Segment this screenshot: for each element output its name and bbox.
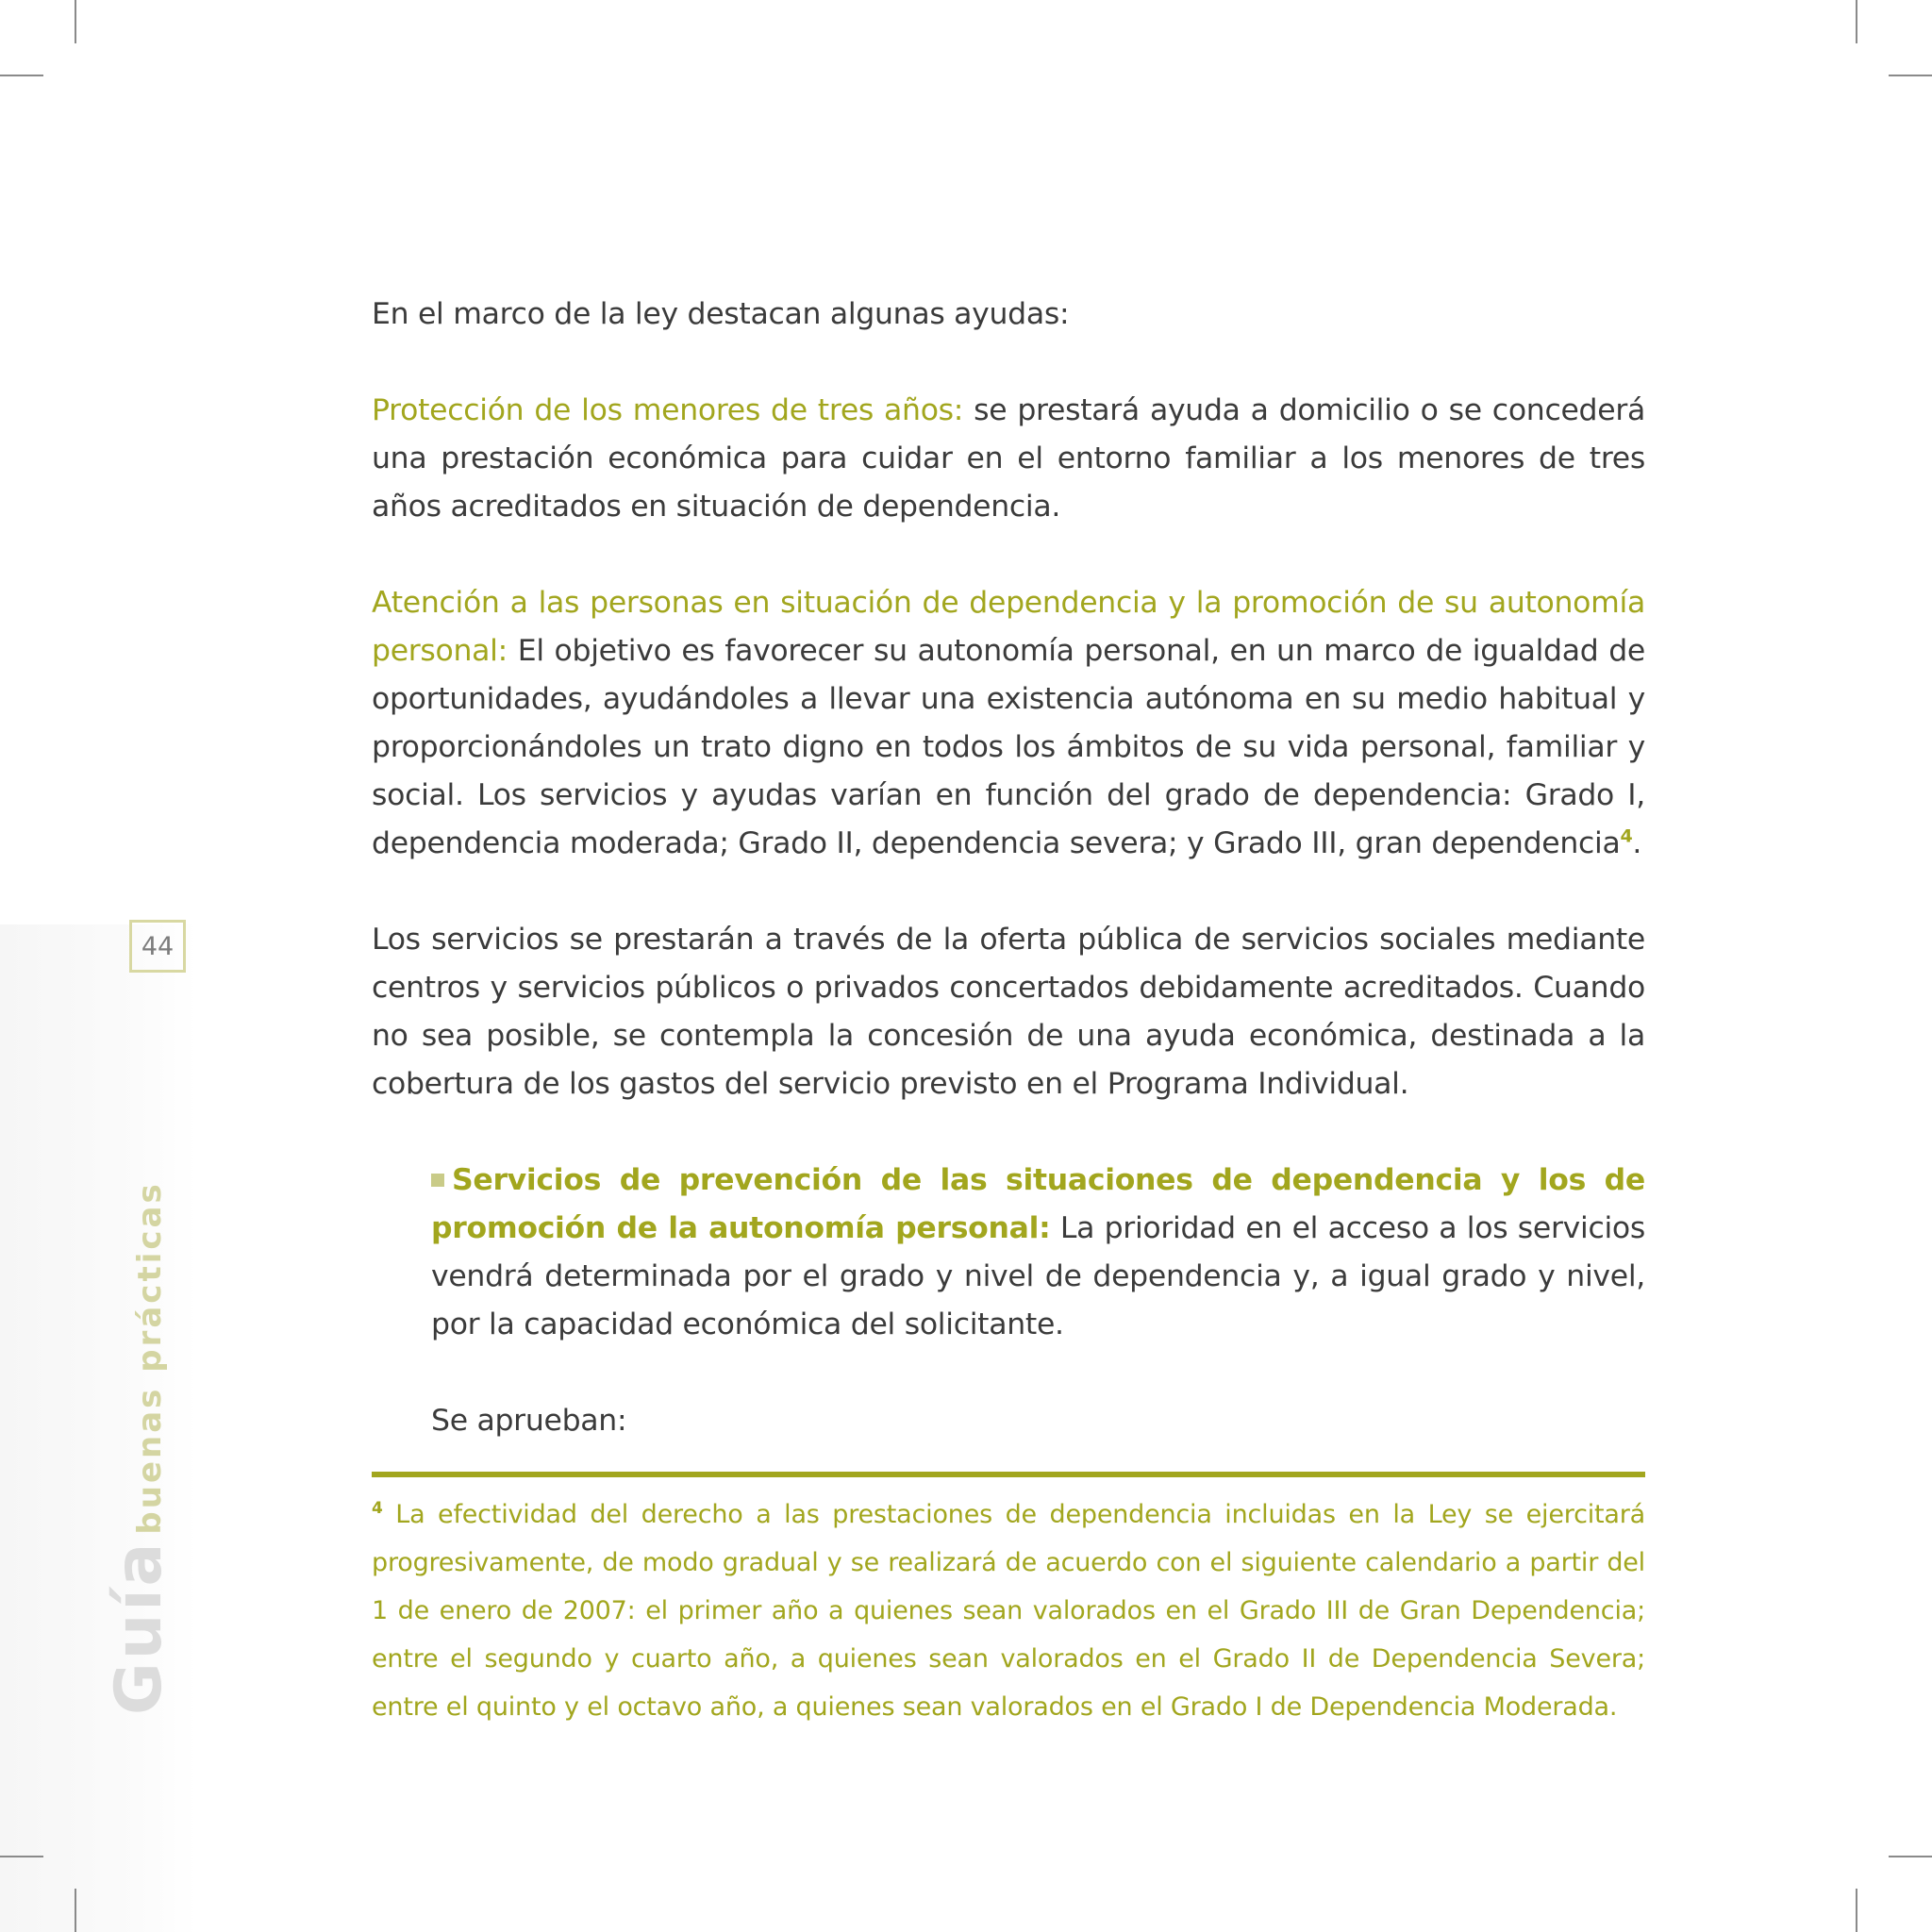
text-menores: se prestará ayuda a domicilio o se concederá una prestación económica para cuidar en el entorno familiar a los menores de tres años acreditados en situación de dependencia.: [372, 393, 1645, 524]
footnote-number: 4: [372, 1499, 383, 1518]
paragraph-menores: [372, 387, 1645, 531]
side-title-sub: buenas prácticas: [131, 1181, 169, 1535]
side-title: [102, 1181, 176, 1715]
bullet-text: La prioridad en el acceso a los servicios vendrá determinada por el grado y nivel de dependencia y, a igual grado y nivel, por la capacidad económica del solicitante.: [431, 1211, 1645, 1341]
crop-mark-bottom-left-h: [0, 1856, 43, 1857]
text-atencion: El objetivo es favorecer su autonomía personal, en un marco de igualdad de oportunidades, ayudándoles a llevar una existencia autónoma en su medio habitual y proporcionándoles un trato digno en todos los ámbitos de su vida personal, familiar y social. Los servicios y ayudas varían en función del grado de dependencia: Grado I, dependencia moderada; Grado II, dependencia severa; y Grado III, gran dependencia: [372, 634, 1645, 860]
crop-mark-bottom-left-v: [75, 1889, 76, 1932]
body-text: [372, 291, 1645, 1445]
approve-paragraph: Se aprueban:: [431, 1404, 627, 1438]
footnote: [372, 1491, 1645, 1731]
crop-mark-bottom-right-v: [1856, 1889, 1857, 1932]
crop-mark-top-right-h: [1889, 75, 1932, 76]
crop-mark-top-left-h: [0, 75, 43, 76]
heading-menores: Protección de los menores de tres años:: [372, 393, 964, 427]
paragraph-atencion: [372, 579, 1645, 868]
bullet-heading: Servicios de prevención de las situaciones de dependencia y los de promoción de la autonomía personal:: [431, 1163, 1645, 1245]
page-number: 44: [129, 920, 186, 973]
side-title-main: Guía: [102, 1540, 176, 1715]
text-atencion-end: .: [1632, 826, 1642, 860]
intro-paragraph: En el marco de la ley destacan algunas ayudas:: [372, 297, 1070, 331]
crop-mark-top-left-v: [75, 0, 76, 43]
footnote-text: La efectividad del derecho a las prestaciones de dependencia incluidas en la Ley se ejercitará progresivamente, de modo gradual y se realizará de acuerdo con el siguiente calendario a partir del 1 de enero de 2007: el primer año a quienes sean valorados en el Grado III de Gran Dependencia; entre el segundo y cuarto año, a quienes sean valorados en el Grado II de Dependencia Severa; entre el quinto y el octavo año, a quienes sean valorados en el Grado I de Dependencia Moderada.: [372, 1500, 1645, 1722]
bullet-square-icon: [431, 1174, 444, 1187]
heading-atencion: Atención a las personas en situación de dependencia y la promoción de su autonomía personal:: [372, 586, 1645, 668]
footnote-reference[interactable]: 4: [1620, 825, 1633, 847]
crop-mark-top-right-v: [1856, 0, 1857, 43]
crop-mark-bottom-right-h: [1889, 1856, 1932, 1857]
bullet-item: [372, 1157, 1645, 1349]
paragraph-servicios: Los servicios se prestarán a través de la oferta pública de servicios sociales mediante centros y servicios públicos o privados concertados debidamente acreditados. Cuando no sea posible, se contempla la concesión de una ayuda económica, destinada a la cobertura de los gastos del servicio previsto en el Programa Individual.: [372, 923, 1645, 1101]
footnote-divider: [372, 1472, 1645, 1477]
